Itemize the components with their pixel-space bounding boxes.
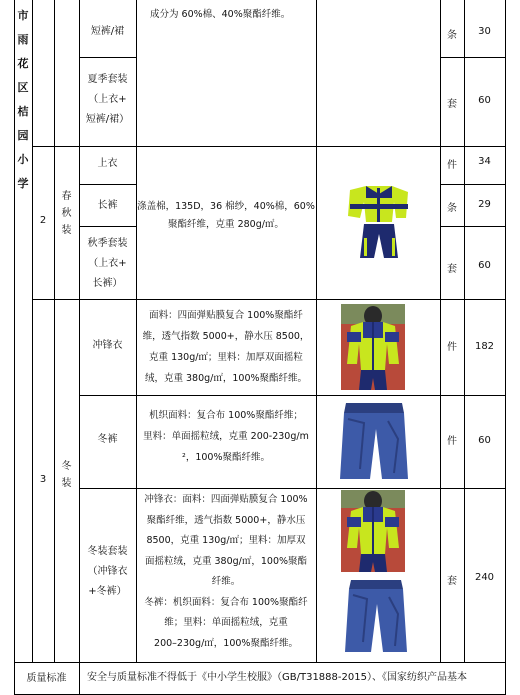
school-char: 小 (17, 153, 29, 166)
desc-line: 里料：单面摇粒绒，克重 200-230g/m (143, 431, 309, 442)
desc-line: 冬裤：机织面料：复合布 100%聚酯纤 (144, 596, 308, 608)
name-line: （冲锋衣 (87, 566, 128, 577)
name-line: 夏季套装 (87, 74, 128, 85)
autumn-set-qty: 60 (478, 260, 491, 271)
row-line-shorts-bottom-r (440, 57, 506, 58)
spring-jacket-qty: 34 (478, 156, 491, 167)
label-char: 冬 (61, 461, 72, 472)
row-line-winterpants-bottom (79, 488, 506, 489)
shorts-name: 短裤/裙 (90, 26, 125, 37)
school-char: 桔 (17, 105, 29, 118)
border-right (505, 0, 506, 695)
name-line: 秋季套装 (87, 238, 128, 249)
row-line-pants-bottom-r (440, 226, 506, 227)
spring-pants-name: 长裤 (97, 200, 118, 211)
name-line: 短裤/裙） (85, 114, 130, 125)
desc-line: 面料：四面弹贴膜复合 100%聚酯纤 (149, 310, 303, 321)
label-char: 装 (61, 225, 72, 236)
spring-pants-qty: 29 (478, 199, 491, 210)
desc-line: 聚酯纤维，透气指数 5000+，静水压 (146, 514, 306, 526)
winter-set-unit: 套 (447, 576, 457, 587)
quality-standard-label: 质量标准 (26, 673, 67, 684)
group2-index: 2 (39, 215, 47, 226)
spring-jacket-name: 上衣 (97, 158, 118, 169)
label-char: 春 (61, 191, 72, 202)
row-line-pants-bottom (79, 226, 136, 227)
winter-pants-name: 冬裤 (97, 434, 118, 445)
school-char: 市 (17, 9, 29, 22)
spring-pants-unit: 条 (447, 203, 457, 214)
desc-line: 机织面料：复合布 100%聚酯纤维； (149, 410, 303, 421)
row-line-coat-bottom (79, 395, 506, 396)
desc-line: 8500，克重 130g/㎡；里料：加厚双 (146, 535, 306, 546)
winter-pants-qty: 60 (478, 435, 491, 446)
label-char: 秋 (61, 208, 72, 219)
group2-label (54, 188, 79, 239)
name-line: 长裤） (92, 278, 123, 289)
desc-line: 面摇粒绒，克重 380g/㎡，100%聚酯 (144, 555, 308, 567)
school-name (14, 4, 32, 196)
desc-line: 克重 130g/㎡；里料：加厚双面摇粒 (149, 352, 303, 363)
winter-pants-desc (136, 405, 316, 468)
desc-line: 冲锋衣：面料：四面弹贴膜复合 100% (144, 494, 308, 505)
group3-label (54, 458, 79, 492)
winter-pants-photo (338, 399, 410, 481)
row-line-jacket-bottom-r (440, 184, 506, 185)
row-line-shorts-bottom (79, 57, 136, 58)
shorts-desc: 成分为 60%棉、40%聚酯纤维。 (150, 9, 291, 20)
winter-pants-unit: 件 (447, 436, 457, 447)
desc-line: 涤盖棉，135D，36 棉纱，40%棉，60% (137, 201, 315, 212)
name-line: 冬装套装 (87, 546, 128, 557)
row-line-group1-bottom (32, 146, 506, 147)
desc-line: 维，透气指数 5000+，静水压 8500， (142, 331, 310, 342)
summer-set-name (79, 70, 136, 130)
summer-set-qty: 60 (478, 95, 491, 106)
spring-jacket-unit: 件 (447, 160, 457, 171)
autumn-set-unit: 套 (447, 264, 457, 275)
windbreaker-qty: 182 (474, 341, 495, 352)
winter-set-desc (136, 490, 316, 654)
desc-line: 维；里料：单面摇粒绒，克重 (164, 617, 288, 628)
group3-index: 3 (39, 474, 47, 485)
row-line-jacket-bottom (79, 184, 136, 185)
desc-line: 200–230g/㎡，100%聚酯纤维。 (154, 637, 298, 649)
winter-set-pants-photo (343, 576, 409, 654)
desc-line: 纤维。 (211, 576, 241, 587)
school-char: 雨 (17, 33, 29, 46)
quality-standard-text: 安全与质量标准不得低于《中小学生校服》（GB/T31888-2015）、《国家纺织产品基本 (87, 672, 467, 683)
row-line-table-bottom (14, 662, 506, 663)
name-line: （上衣+ (88, 94, 127, 105)
autumn-set-name (79, 234, 136, 294)
school-char: 学 (17, 177, 29, 190)
windbreaker-unit: 件 (447, 342, 457, 353)
col-line-2 (54, 0, 55, 662)
group2-desc (136, 198, 316, 234)
winter-set-name (79, 542, 136, 602)
windbreaker-photo (341, 304, 405, 390)
col-line-1 (32, 0, 33, 662)
shorts-qty: 30 (478, 26, 491, 37)
label-char: 装 (61, 478, 72, 489)
windbreaker-name: 冲锋衣 (92, 340, 123, 351)
winter-set-qty: 240 (474, 572, 495, 583)
spring-uniform-photo (344, 178, 414, 260)
name-line: （上衣+ (88, 258, 127, 269)
summer-set-unit: 套 (447, 99, 457, 110)
desc-line: 绒，克重 380g/㎡，100%聚酯纤维。 (144, 373, 308, 384)
name-line: +冬裤） (88, 586, 127, 597)
winter-set-coat-photo (341, 490, 405, 572)
col-line-5 (316, 0, 317, 662)
windbreaker-desc (136, 305, 316, 389)
row-line-group2-bottom (32, 299, 506, 300)
school-char: 花 (17, 57, 29, 70)
school-char: 园 (17, 129, 29, 142)
shorts-unit: 条 (447, 30, 457, 41)
desc-line: 聚酯纤维，克重 280g/㎡。 (168, 219, 284, 230)
desc-line: ²，100%聚酯纤维。 (182, 452, 270, 463)
school-char: 区 (17, 81, 29, 94)
